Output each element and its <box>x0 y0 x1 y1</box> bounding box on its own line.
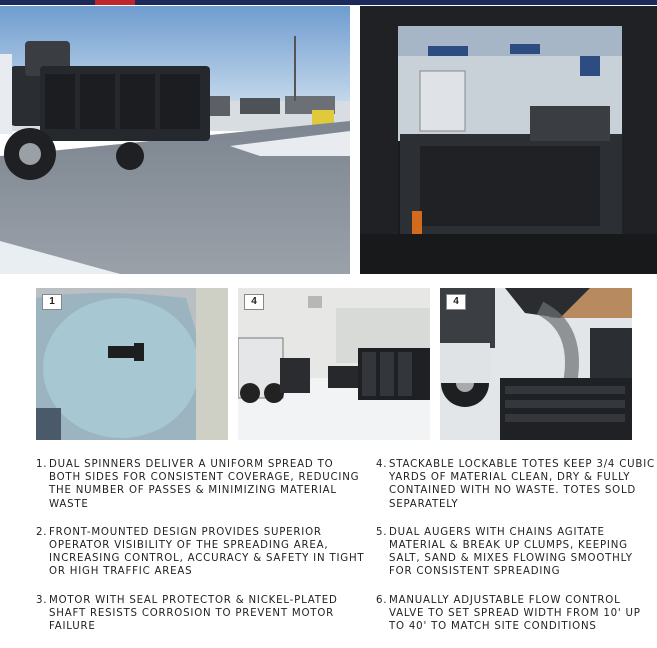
feature-item <box>376 594 657 634</box>
photo-spread-pattern <box>36 288 228 440</box>
feature-text: FRONT-MOUNTED DESIGN PROVIDES SUPERIOR OPERATOR VISIBILITY OF THE SPREADING AREA, INCREASING CONTROL, ACCURACY & SAFETY IN TIGHT OR HIGH TRAFFIC AREAS <box>49 526 365 578</box>
photo-totes-yard <box>238 288 430 440</box>
feature-list-left <box>36 458 366 648</box>
feature-number: 4. <box>376 459 388 470</box>
feature-item <box>36 594 366 634</box>
photo-skid-steer-road <box>0 6 350 274</box>
feature-text: MOTOR WITH SEAL PROTECTOR & NICKEL-PLATED SHAFT RESISTS CORROSION TO PREVENT MOTOR FAILURE <box>49 594 338 633</box>
feature-number: 2. <box>36 526 48 538</box>
feature-item <box>36 458 366 511</box>
feature-number: 3. <box>36 594 48 606</box>
feature-item <box>376 526 657 579</box>
feature-number: 1. <box>36 459 48 470</box>
feature-item <box>36 526 366 579</box>
photo-cab-view <box>360 6 657 274</box>
feature-text: DUAL SPINNERS DELIVER A UNIFORM SPREAD TO BOTH SIDES FOR CONSISTENT COVERAGE, REDUCING THE NUMBER OF PASSES & MINIMIZING MATERIAL WASTE <box>49 459 360 510</box>
photo-tote-unload <box>440 288 632 440</box>
feature-item <box>376 458 657 511</box>
photo-badge: 4 <box>446 294 466 310</box>
feature-text: STACKABLE LOCKABLE TOTES KEEP 3/4 CUBIC YARDS OF MATERIAL CLEAN, DRY & FULLY CONTAINED WITH NO WASTE. TOTES SOLD SEPARATELY <box>389 459 655 510</box>
top-accent-bar <box>0 0 657 5</box>
feature-number: 6. <box>376 594 388 606</box>
accent-red-segment <box>95 0 135 5</box>
feature-number: 5. <box>376 526 388 538</box>
feature-text: DUAL AUGERS WITH CHAINS AGITATE MATERIAL & BREAK UP CLUMPS, KEEPING SALT, SAND & MIXES FLOWING SMOOTHLY FOR CONSISTENT SPREADING <box>389 526 633 578</box>
feature-list-right <box>376 458 657 648</box>
photo-badge: 4 <box>244 294 264 310</box>
feature-text: MANUALLY ADJUSTABLE FLOW CONTROL VALVE TO SET SPREAD WIDTH FROM 10' UP TO 40' TO MATCH SITE CONDITIONS <box>389 594 641 633</box>
photo-badge: 1 <box>42 294 62 310</box>
